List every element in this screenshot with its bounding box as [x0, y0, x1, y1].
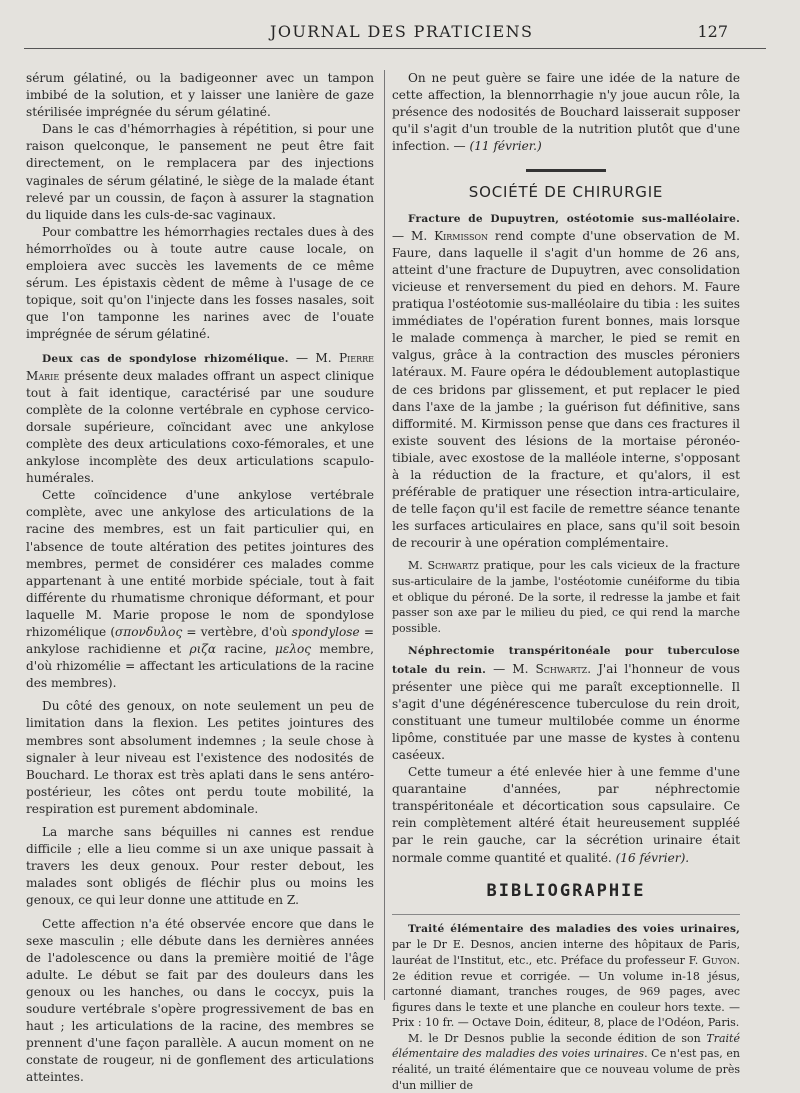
paragraph: [392, 558, 740, 636]
dash-text: — M.: [486, 661, 536, 676]
author-name: Pierre Marie: [26, 350, 374, 383]
text-run: = ankylose rachidienne et: [26, 625, 374, 657]
bibliography-entry: [392, 921, 740, 1031]
text-run: Cette tumeur a été enlevée hier à une femme d'une quarantaine d'années, par néphrectomie transpéritonéale et décortication sous capsulaire. Ce rein complètement altéré était heureusement suppléé par le rein gauche, car la sécrétion urinaire était normale comme quantité et qualité.: [392, 765, 740, 865]
book-title: Traité élémentaire des maladies des voies urinaires: [392, 1031, 740, 1061]
date-note: (16 février).: [615, 850, 690, 865]
text-run: pratique, pour les cals vicieux de la fracture sus-articulaire de la jambe, l'ostéotomie cunéiforme du tibia et oblique du péroné. De la sorte, il redresse la jambe et fait passer son axe par le milieu du pied, ce qui rend la marche possible.: [392, 559, 740, 635]
text-run: = vertèbre, d'où: [182, 625, 292, 639]
paragraph: Cette affection n'a été observée encore que dans le sexe masculin ; elle débute dans les dernières années de l'adolescence ou dans la première moitié de l'âge adulte. Le début se fait par des douleurs dans les genoux ou les hanches, ou dans le coccyx, puis la soudure vertébrale s'opère progressivement de bas en haut ; les articulations de la racine, des membres se prennent d'une façon parallèle. A aucun moment on ne constate de rougeur, ni de gonflement des articulations atteintes.: [26, 916, 374, 1085]
left-column: [26, 70, 374, 1086]
running-head: [0, 22, 800, 46]
paragraph: sérum gélatiné, ou la badigeonner avec un tampon imbibé de la solution, et y laisser une lanière de gaze stérilisée imprégnée du sérum gélatiné.: [26, 71, 374, 120]
author-name: Schwartz: [535, 661, 588, 676]
article-text: . J'ai l'honneur de vous présenter une pièce qui me paraît exceptionnelle. Il s'agit d'une dégénérescence tuberculose du rein droit, constituant une tumeur multilobée comme un énorme lipôme, constituée par une masse de kystes à contenu caséeux.: [392, 661, 740, 762]
paragraph: [392, 764, 740, 867]
text-run: On ne peut guère se faire une idée de la nature de cette affection, la blennorrhagie n'y joue aucun rôle, la présence des nodosités de Bouchard laisserait supposer qu'il s'agit d'un trouble de la nutrition plutôt que d'une infection. —: [392, 71, 740, 154]
text-run: par le Dr E. Desnos, ancien interne des hôpitaux de Paris, lauréat de l'Institut, etc., etc. Préface du professeur F.: [392, 938, 740, 967]
paragraph: La marche sans béquilles ni cannes est rendue difficile ; elle a lieu comme si un axe unique passait à travers les deux genoux. Pour rester debout, les malades sont obligés de fléchir plus ou moins les genoux, ce qui leur donne une attitude en Z.: [26, 825, 374, 908]
paragraph: [392, 70, 740, 155]
text-run: Cette coïncidence d'une ankylose vertébrale complète, avec une ankylose des articulations de la racine des membres, est un fait particulier qui, en l'absence de toute altération des petites jointures des membres, permet de considérer ces malades comme appartenant à une entité morbide spéciale, tout à fait différente du rhumatisme chronique déformant, et pour laquelle M. Marie propose le nom de spondylose rhizomélique (: [26, 488, 374, 639]
greek-word: μελος: [275, 642, 312, 657]
author-name: Schwartz: [427, 559, 479, 573]
bibliography-rule: [392, 914, 740, 915]
right-column: [392, 70, 740, 1093]
text-run: racine,: [216, 642, 276, 657]
paragraph: [392, 1031, 740, 1093]
section-title: SOCIÉTÉ DE CHIRURGIE: [468, 183, 664, 202]
text-run: M.: [408, 559, 428, 573]
page-number: 127: [697, 22, 728, 41]
article-nephrectomie: [392, 642, 740, 764]
text-run: M. le Dr Desnos publie la seconde édition de son: [408, 1031, 707, 1045]
text-run: . 2e édition revue et corrigée. — Un volume in-18 jésus, cartonné diamant, tranches rouges, de 969 pages, avec figures dans le texte et une planche en couleur hors texte. — Prix : 10 fr. — Octave Doin, éditeur, 8, place de l'Odéon, Paris.: [392, 953, 740, 1030]
article-heading: Néphrectomie transpéritonéale pour tuberculose totale du rein.: [392, 645, 740, 676]
article-text: rend compte d'une observation de M. Faure, dans laquelle il s'agit d'un homme de 26 ans, atteint d'une fracture de Dupuytren, avec consolidation vicieuse et renversement du pied en dehors. M. Faure pratiqua l'ostéotomie sus-malléolaire du tibia : les suites immédiates de l'opération furent bonnes, mais lorsque le malade commença à marcher, le pied se remit en valgus, grâce à la contraction des muscles péroniers latéraux. M. Faure opéra le dédoublement autoplastique de ces bridons par glissement, et put replacer le pied dans l'axe de la jambe ; la guérison fut définitive, sans difformité. M. Kirmisson pense que dans ces fractures il existe souvent des lésions de la mortaise péronéo-tibiale, avec exostose de la malléole interne, s'opposant à la réduction de la fracture, et qu'alors, il est préférable de pratiquer une résection intra-articulaire, de telle façon qu'il est facile de remettre séance tenante les surfaces articulaires en place, sans qu'il soit besoin de recourir à une opération complémentaire.: [392, 228, 741, 551]
article-spondylose: [26, 350, 374, 488]
header-rule: [24, 48, 766, 49]
dash-text: — M.: [392, 228, 435, 243]
greek-word: ριζα: [189, 642, 217, 657]
book-title: Traité élémentaire des maladies des voies urinaires,: [408, 922, 740, 935]
paragraph: [26, 487, 374, 692]
article-dupuytren: [392, 210, 740, 553]
article-heading: Deux cas de spondylose rhizomélique.: [42, 352, 289, 365]
paragraph: Du côté des genoux, on note seulement un peu de limitation dans la flexion. Les petites jointures des membres sont absolument indemnes ; la seule chose à signaler à leur niveau est l'existence des nodosités de Bouchard. Le thorax est très aplati dans le sens antéro-postérieur, les côtes ont perdu toute mobilité, la respiration est purement abdominale.: [26, 699, 374, 816]
greek-word: σπονδυλος: [115, 625, 183, 639]
article-text: présente deux malades offrant un aspect clinique tout à fait identique, caractérisé par une soudure complète de la colonne vertébrale en cyphose cervico-dorsale supérieure, coïncidant avec une ankylose complète des deux articulations coxo-fémorales, et une ankylose incomplète des deux articulations scapulo-humérales.: [26, 368, 374, 486]
paragraph: Pour combattre les hémorrhagies rectales dues à des hémorrhoïdes ou à toute autre cause locale, on emploiera avec succès les lavements de ce même sérum. Les épistaxis cèdent de même à l'usage de ce topique, soit qu'on l'injecte dans les fosses nasales, soit que l'on tamponne les narines avec de l'ouate imprégnée de sérum gélatiné.: [26, 224, 374, 342]
author-name: Guyon: [702, 953, 737, 967]
bibliography-title: BIBLIOGRAPHIE: [486, 880, 646, 901]
author-name: Kirmisson: [434, 228, 489, 243]
article-heading: Fracture de Dupuytren, ostéotomie sus-malléolaire.: [408, 212, 740, 225]
dash-text: — M.: [288, 350, 339, 365]
journal-title: JOURNAL DES PRATICIENS: [270, 22, 534, 41]
date-note: (11 février.): [469, 139, 542, 154]
italic-term: spondylose: [291, 625, 360, 639]
text-run: . Ce n'est pas, en réalité, un traité élémentaire que ce nouveau volume de près d'un millier de: [392, 1047, 740, 1092]
text-run: membre, d'où rhizomélie = affectant les articulations de la racine des membres).: [26, 642, 374, 691]
paragraph: Dans le cas d'hémorrhagies à répétition, si pour une raison quelconque, le pansement ne peut être fait directement, on le remplacera par des injections vaginales de sérum gélatiné, le siège de la malade étant relevé par un coussin, de façon à assurer la stagnation du liquide dans les culs-de-sac vaginaux.: [26, 122, 374, 222]
section-rule: [526, 169, 606, 172]
column-divider: [384, 70, 385, 1000]
